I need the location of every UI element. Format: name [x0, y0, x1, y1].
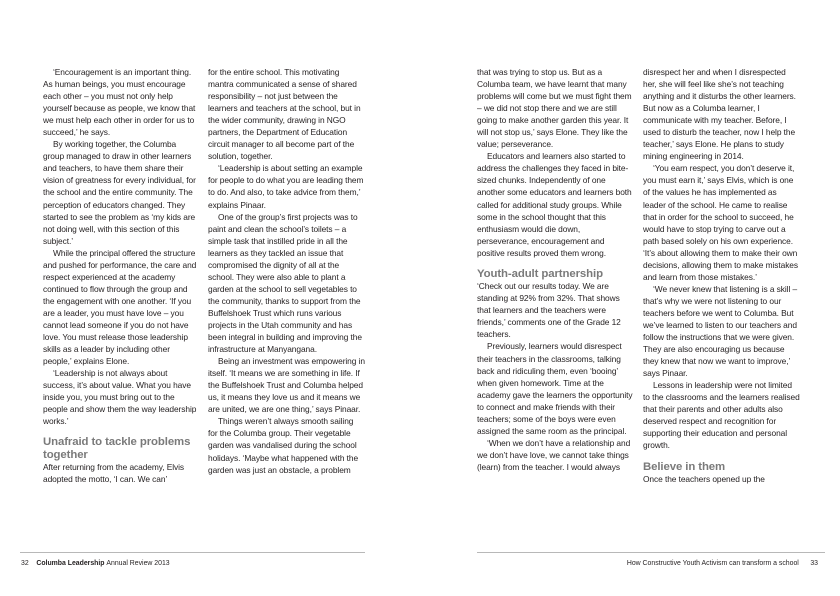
body-paragraph: Previously, learners would disrespect their teachers in the classrooms, talking back and ridiculing them, even ‘booing’ when given homework. Time at the academy gave the learners the opportunity to connect and make friends with their teachers; some of the boys were even assigned the same room as the principal. [477, 341, 633, 436]
right-page-column-2 [643, 66, 800, 485]
body-paragraph: disrespect her and when I disrespected her, she will feel like she’s not teaching anything and it disturbs the other learners. But now as a Columba learner, I communicate with my teacher. Before, I used to disturb the teacher, now I help the teacher,’ says Elone. He plans to study mining engineering in 2014. [643, 67, 796, 162]
body-paragraph: Being an investment was empowering in itself. ‘It means we are something in life. If the Buffelshoek Trust and Columba helped us, it means they love us and it means we are united, we are one thing,’ says Pinaar. [208, 356, 365, 415]
right-page-footer [627, 559, 818, 569]
footer-publication-title: Annual Review 2013 [106, 560, 170, 567]
right-footer-rule [477, 552, 825, 553]
footer-chapter-title: How Constructive Youth Activism can transform a school [626, 560, 799, 567]
body-paragraph: One of the group’s first projects was to paint and clean the school’s toilets – a simple task that instilled pride in all the learners as they tackled an issue that compromised the dignity of all at the school. They were also able to plant a garden at the school to sell vegetables to the community, thanks to support from the Buffelshoek Trust which runs various projects in the Utah community and has been integral in building and improving the infrastructure at Manyangana. [208, 211, 362, 355]
body-paragraph: that was trying to stop us. But as a Columba team, we have learnt that many problems will come but we must fight them – we did not stop there and we are still going to make another garden this year. It will not stop us,’ says Elone. They like the value; perseverance. [477, 67, 632, 150]
section-heading: Believe in them [643, 460, 726, 473]
section-heading: Unafraid to tackle problems together [43, 436, 191, 461]
body-paragraph: Once the teachers opened up the [643, 474, 765, 484]
left-page-column-1 [43, 66, 199, 486]
body-paragraph: ‘Leadership is not always about success, it’s about value. What you have inside you, you must bring out to the people and show them the way leadership works.’ [43, 368, 197, 427]
body-paragraph: ‘Leadership is about setting an example for people to do what you are leading them to do. And also, to take advice from them,’ explains Pinaar. [208, 163, 364, 210]
left-page-column-2 [208, 66, 365, 476]
right-page-number: 33 [810, 560, 818, 567]
left-page-footer [21, 559, 170, 569]
body-paragraph: ‘Encouragement is an important thing. As human beings, you must encourage each other – you must not only help yourself because as people, we know that we must help each other in order for us to succeed,’ he says. [43, 67, 196, 138]
body-paragraph: Educators and learners also started to address the challenges they faced in bite-sized chunks. Independently of one another some educators and learners both called for additional study groups. While some in the school thought that this enthusiasm would die down, perseverance, encouragement and positive results proved them wrong. [477, 151, 632, 258]
body-paragraph: for the entire school. This motivating mantra communicated a sense of shared responsibility – not just between the learners and teachers at the school, but in the wider community, drawing in NGO partners, the Department of Education circuit manager to all become part of the solution, together. [208, 67, 361, 162]
body-paragraph: While the principal offered the structure and pushed for performance, the care and respect experienced at the academy continued to flow through the group and the engagement with one another. ‘If you are a leader, you must have love – you cannot lead someone if you do not have love. You must release those leadership skills as a leader by including other people,’ explains Elone. [43, 247, 197, 367]
body-paragraph: ‘Check out our results today. We are standing at 92% from 32%. That shows that learners and the teachers were friends,’ comments one of the Grade 12 teachers. [477, 281, 621, 340]
body-paragraph: Things weren’t always smooth sailing for the Columba group. Their vegetable garden was vandalised during the school holidays. ‘Maybe what happened with the garden was just an obstacle, a problem [208, 416, 359, 475]
right-page-column-1 [477, 66, 634, 473]
body-paragraph: ‘When we don’t have a relationship and we don’t have love, we cannot take things (learn) from the teacher. I would always [477, 437, 631, 472]
left-page-number: 32 [21, 560, 29, 567]
body-paragraph: Lessons in leadership were not limited to the classrooms and the learners realised that their parents and other adults also deserved respect and recognition for supporting their education and personal growth. [643, 380, 800, 451]
body-paragraph: After returning from the academy, Elvis adopted the motto, ‘I can. We can’ [43, 462, 185, 485]
left-footer-rule [20, 552, 365, 553]
footer-brand: Columba Leadership [36, 560, 105, 567]
section-heading: Youth-adult partnership [477, 267, 603, 280]
body-paragraph: ‘We never knew that listening is a skill – that’s why we were not listening to our teachers before we went to Columba. But we’ve learned to listen to our teachers and follow the instructions that we were given. They are also encouraging us because they knew that now we want to improve,’ says Pinaar. [643, 283, 798, 379]
body-paragraph: By working together, the Columba group managed to draw in other learners and teachers, to have them share their vision of greatness for every individual, for the school and the entire community. The perception of educators changed. They started to see the problem as ‘my kids are not doing well, with this section of this subject.’ [43, 139, 196, 246]
body-paragraph: ‘You earn respect, you don’t deserve it, you must earn it,’ says Elvis, which is one of the values he has implemented as leader of the school. He came to realise that in order for the school to succeed, he would have to stop trying to carve out a path based solely on his own experience. ‘It’s about allowing them to make their own decisions, allowing them to make mistakes and learn from those mistakes.’ [643, 163, 798, 282]
